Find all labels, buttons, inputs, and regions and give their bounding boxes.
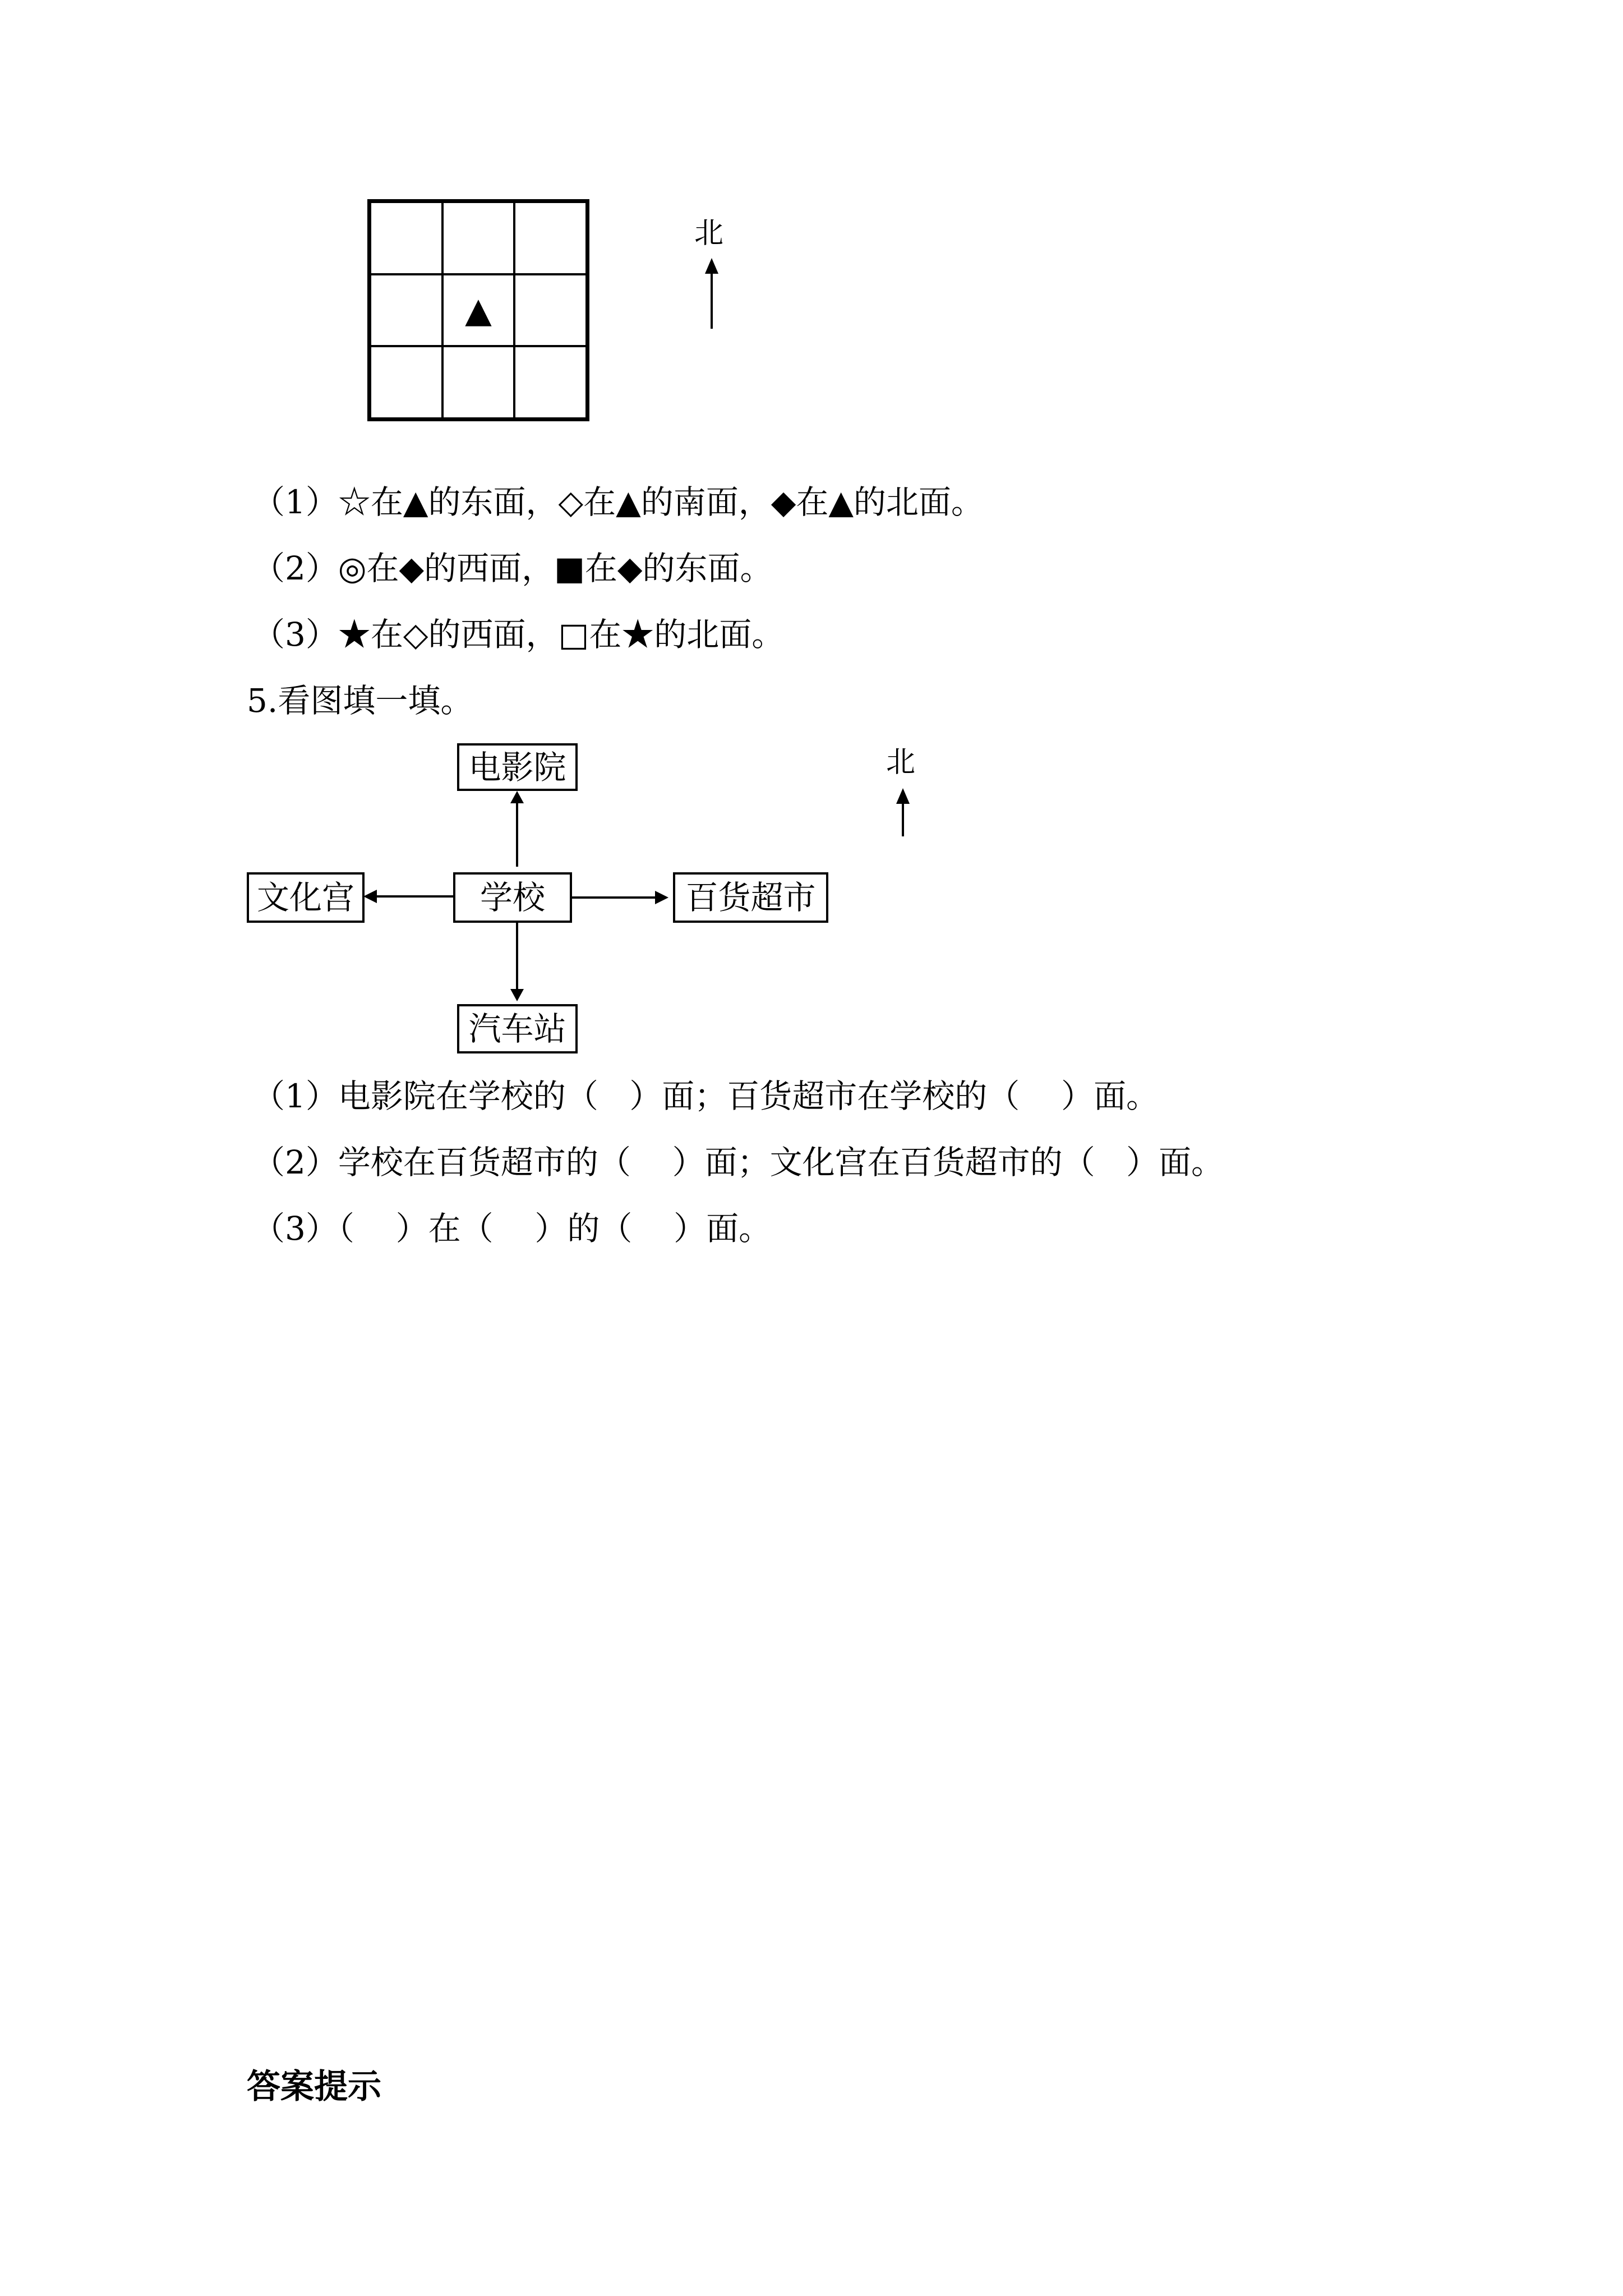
q4-item-1: （1）☆在▲的东面，◇在▲的南面，◆在▲的北面。 (252, 483, 984, 521)
box-supermarket: 百货超市 (673, 872, 828, 923)
north-label: 北 (694, 217, 724, 250)
box-cinema: 电影院 (457, 743, 578, 791)
north-indicator-2 (886, 748, 925, 843)
north-label: 北 (886, 746, 916, 779)
box-bus-station: 汽车站 (457, 1004, 578, 1053)
north-arrow-shaft (902, 802, 904, 836)
q4-item-2: （2）◎在◆的西面，■在◆的东面。 (252, 549, 773, 587)
q5-item-3: （3）（ ）在（ ）的（ ）面。 (252, 1209, 772, 1248)
answer-heading: 答案提示 (247, 2067, 381, 2106)
box-cultural-palace: 文化宫 (247, 872, 365, 923)
q4-item-3: （3）★在◇的西面，□在★的北面。 (252, 615, 785, 654)
box-school: 学校 (453, 872, 572, 923)
grid-cell-center-triangle: ▲ (442, 274, 515, 347)
q5-item-1: （1）电影院在学校的（ ）面；百货超市在学校的（ ）面。 (252, 1077, 1159, 1115)
q5-item-2: （2）学校在百货超市的（ ）面；文化宫在百货超市的（ ）面。 (252, 1143, 1224, 1181)
q5-heading: 5.看图填一填。 (247, 682, 473, 720)
